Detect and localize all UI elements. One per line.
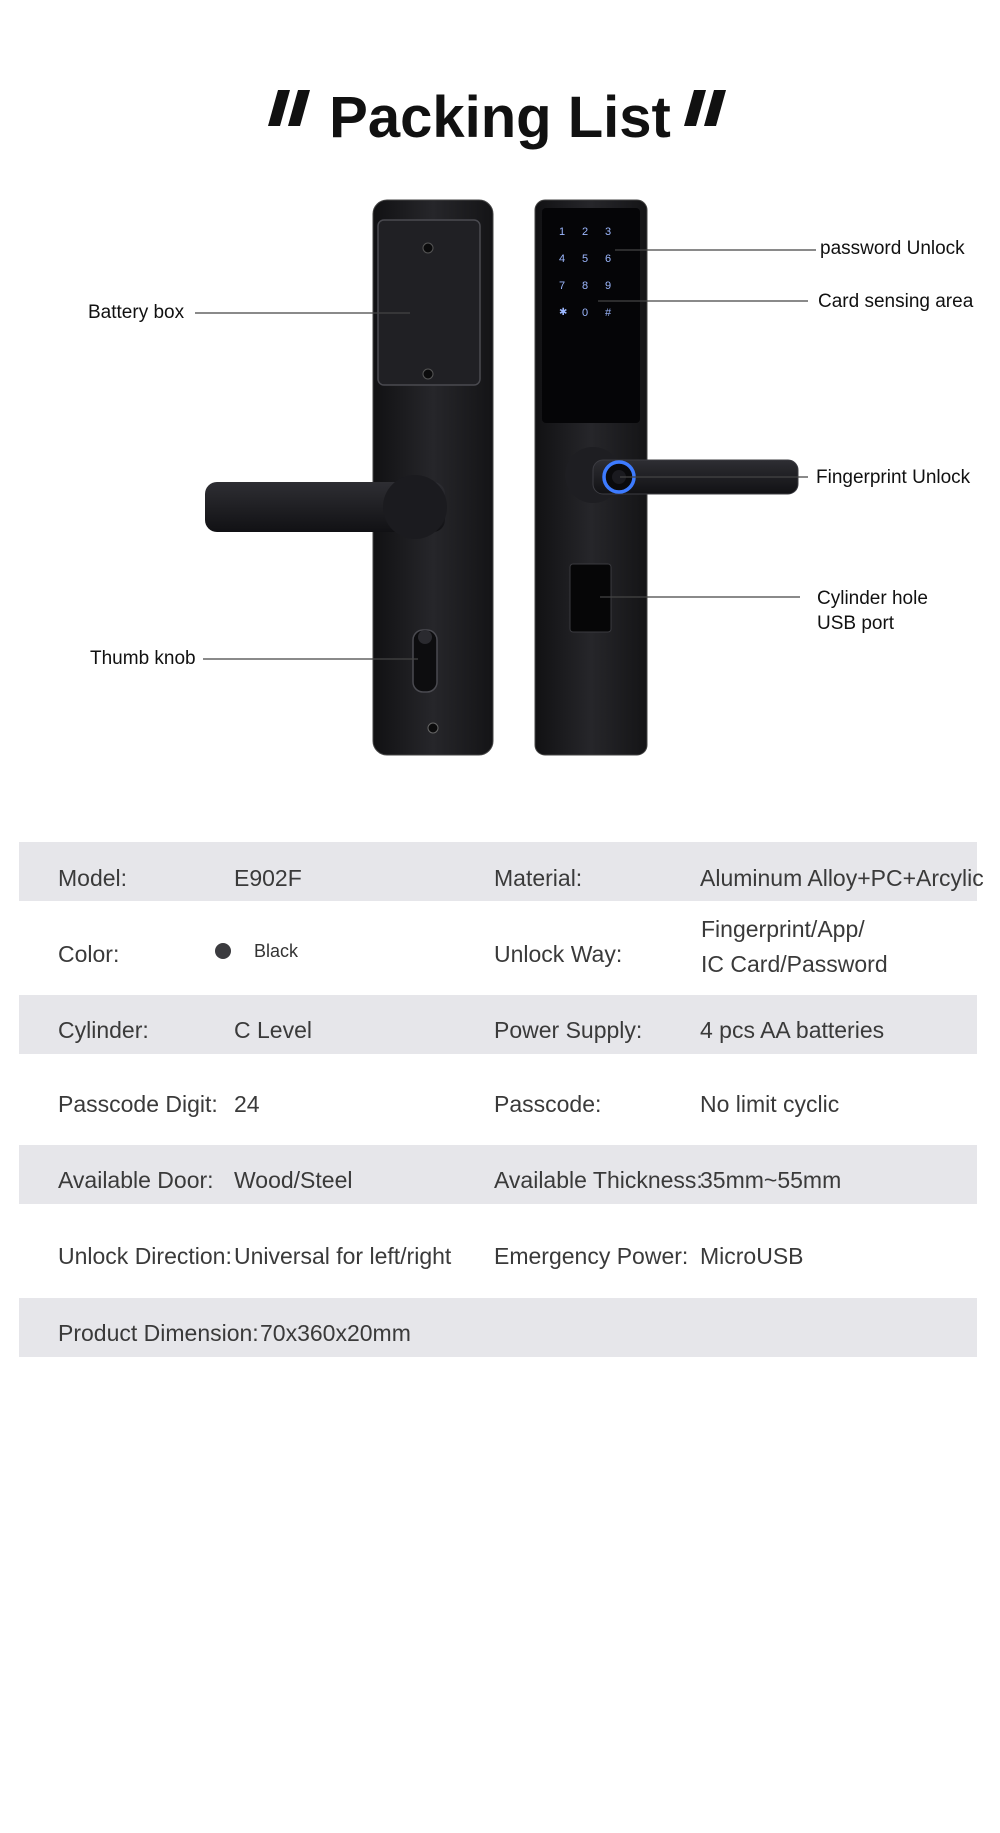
- spec-label: Model:: [58, 865, 128, 891]
- keypad-key: 3: [605, 226, 612, 238]
- spec-label: Product Dimension:: [58, 1320, 259, 1346]
- keypad-key: 2: [582, 226, 589, 238]
- spec-row: [19, 1204, 977, 1298]
- callout-battery-box: Battery box: [88, 302, 185, 323]
- callout-card-sensing: Card sensing area: [818, 291, 974, 312]
- spec-label: Cylinder:: [58, 1017, 149, 1043]
- keypad-key: ✱: [559, 307, 568, 318]
- page-title: Packing List: [329, 85, 671, 150]
- spec-value: Black: [254, 941, 299, 961]
- keypad-key: 5: [582, 253, 589, 265]
- callout-password-unlock: password Unlock: [820, 238, 965, 259]
- quote-mark-icon: [684, 88, 728, 128]
- spec-value: Universal for left/right: [234, 1243, 452, 1269]
- keypad-key: 1: [559, 226, 566, 238]
- spec-table: [19, 842, 984, 1357]
- product-illustration: [0, 190, 1000, 770]
- spec-row: [19, 842, 984, 901]
- keypad-key: 6: [605, 253, 612, 265]
- callout-cylinder-hole: Cylinder hole: [817, 588, 928, 609]
- spec-label: Unlock Direction:: [58, 1243, 232, 1269]
- spec-value: IC Card/Password: [701, 951, 888, 977]
- callout-fingerprint-unlock: Fingerprint Unlock: [816, 467, 971, 488]
- spec-row: [19, 1054, 977, 1145]
- spec-value: E902F: [234, 865, 302, 891]
- spec-value: 4 pcs AA batteries: [700, 1017, 885, 1043]
- spec-row: [19, 901, 977, 995]
- spec-label: Unlock Way:: [494, 941, 623, 967]
- keypad-key: 4: [559, 253, 566, 265]
- spec-value: C Level: [234, 1017, 312, 1043]
- spec-label: Available Door:: [58, 1167, 214, 1193]
- keypad-key: 0: [582, 307, 589, 319]
- keypad: [555, 215, 627, 415]
- spec-label: Emergency Power:: [494, 1243, 689, 1269]
- spec-row: [19, 1145, 977, 1204]
- keypad-key: 8: [582, 280, 589, 292]
- spec-label: Color:: [58, 941, 120, 967]
- keypad-key: 7: [559, 280, 566, 292]
- spec-row: [19, 1298, 977, 1357]
- page-header: [0, 82, 1000, 154]
- spec-label: Passcode:: [494, 1091, 602, 1117]
- spec-value: No limit cyclic: [700, 1091, 840, 1117]
- spec-value: Wood/Steel: [234, 1167, 353, 1193]
- spec-label: Available Thickness:: [494, 1167, 703, 1193]
- spec-value: 70x360x20mm: [260, 1320, 411, 1346]
- callout-thumb-knob: Thumb knob: [90, 648, 196, 669]
- spec-value: Fingerprint/App/: [701, 916, 865, 942]
- callout-usb-port: USB port: [817, 613, 895, 634]
- spec-label: Power Supply:: [494, 1017, 643, 1043]
- spec-label: Material:: [494, 865, 583, 891]
- spec-label: Passcode Digit:: [58, 1091, 218, 1117]
- spec-value: MicroUSB: [700, 1243, 804, 1269]
- spec-row: [19, 995, 977, 1054]
- spec-value: Aluminum Alloy+PC+Arcylic: [700, 865, 984, 891]
- spec-value: 24: [234, 1091, 260, 1117]
- color-swatch: [215, 943, 231, 959]
- spec-value: 35mm~55mm: [700, 1167, 842, 1193]
- keypad-key: #: [605, 307, 612, 319]
- keypad-key: 9: [605, 280, 612, 292]
